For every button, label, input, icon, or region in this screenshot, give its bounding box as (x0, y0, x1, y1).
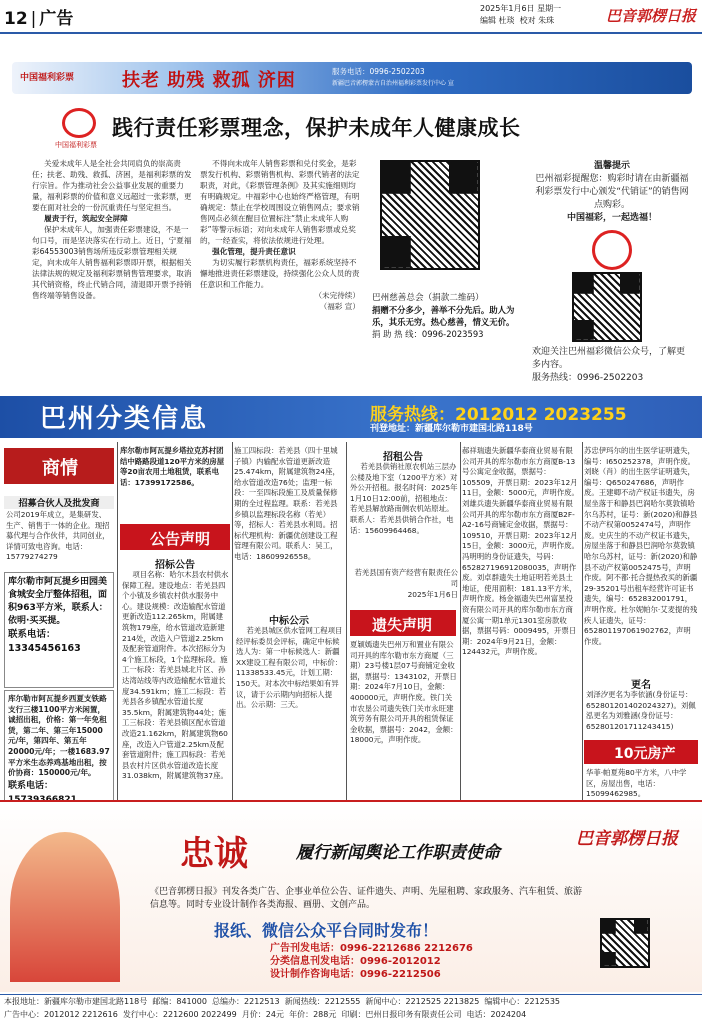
gonggao-label: 公告声明 (150, 530, 211, 548)
fang-label: 10元房产 (614, 746, 676, 762)
zhaozu-text: 若羌县供销社原农机站三层办公楼及地下室（1200平方米）对外公开招租。报名时间：2025年1月10日12:00前，招租地点：若羌县解放路南侧农机站原址。联系人：若羌县供销合作社，电话：15609964468。 (350, 462, 458, 535)
page-footer: 本报地址：新疆库尔勒市建国北路118号 邮编：841000 总编办：2212513 新闻热线：2212555 新闻中心：2212525 2213825 编辑中心：2212535 广告中心：2012012 2212616 发行中心：2212600 2022499 月价：24元 年价：288元 印刷：巴州日报印务有限责任公司 电话：2024204 (0, 994, 702, 1024)
donation-qr-code[interactable] (380, 160, 480, 270)
lottery-brand: 中国福利彩票 (20, 73, 75, 83)
donation-block: 巴州慈善总会（捐款二维码） 捐赠不分多少，善举不分先后。助人为乐，其乐无穷。热心慈善，情义无价。 捐 助 热 线：0996-2023593 (372, 293, 515, 339)
gonggao-header (120, 524, 230, 550)
zhongbiao-text: 若羌县城区供水管网工程项目经评标委员会评标，确定中标候选人为：第一中标候选人：新疆XX建设工程有限公司，中标价：11338533.45元，计划工期：150天。对本次中标结果如有异议，请于公示期内向招标人提出。公示期：三天。 (236, 626, 343, 710)
zhengming-title: 更名 (631, 680, 651, 691)
welfare-logo-text: 中国福利彩票 (55, 141, 97, 149)
zhaobiao-title: 招标公告 (155, 560, 195, 571)
yishi-header (350, 610, 456, 636)
welfare-lottery-logo-icon (62, 108, 96, 138)
bottom-qr-code[interactable] (600, 918, 650, 968)
newspaper-ad (0, 800, 702, 992)
warm-tip: 温馨提示 巴州福彩提醒您：购彩时请在由新疆福利彩票发行中心颁发“代销证”的销售网点购彩。 中国福彩，一起选福！ (535, 161, 689, 223)
ad1-phone: 联系电话：13345456163 (8, 629, 81, 654)
classified-banner (0, 396, 702, 438)
bottom-big-word: 忠诚 (180, 834, 248, 874)
bottom-intro: 《巴音郭楞日报》刊发各类广告、企事业单位公告、证件遗失、声明、先屋租聘、家政服务、汽车租赁、旅游信息等。同时专业设计制作各类海报、画册、文创产品。 (150, 887, 583, 910)
zhengming-text: 刘泽汐更名为李依涵(身份证号：652801201402024327)。刘佩泓更名为刘雅涵(身份证号：652801201711243415) (586, 690, 696, 731)
classified-address: 刊登地址：新疆库尔勒市建国北路118号 (370, 424, 533, 434)
lottery-addr: 新疆巴音郭楞蒙古自治州福利彩票发行中心 宣 (332, 80, 454, 87)
bottom-tels: 广告刊发电话：0996-2212686 2212676 分类信息刊发电话：0996-2012012 设计制作咨询电话：0996-2212506 (270, 943, 473, 980)
bottom-publish: 报纸、微信公众平台同时发布！ (214, 921, 439, 940)
zhaobiao-text: 项目名称：哈尔木县农村供水保障工程。建设地点：若羌县四个小镇及乡镇农村供水服务中心。建设规模：改造输配水管道更新改造112.265km，附属建筑物179座，给水管道改造新建214处，改造入户管道2.25km及配套管道附件。本次招标分为4个施工标段，1个监理标段。施工一标段：若羌县城北片区、孙达湾站线等内改造输配水管道长度34.591km；施工二标段：若羌县各乡镇配水管道长度35.5km，附属建筑物44处；施工三标段：若羌县镇区配水管道改造21.162km，附属建筑物60座，改造入户管道2.25km及配套管道附件；施工四标段：若羌县农村片区供水管道改造长度31.038km，附属建筑物37座。 (122, 570, 229, 781)
ad2-phone: 联系电话： (8, 780, 54, 791)
article-headline: 践行责任彩票理念，保护未成年人健康成长 (112, 115, 521, 140)
page-number: 12 | 广告 (4, 9, 74, 29)
zhongbiao-title: 中标公示 (269, 616, 309, 627)
lottery-slogan: 扶老 助残 救孤 济困 (122, 70, 296, 91)
col5-text: 郝祥瑞遗失新疆华泰商业贸易有限公司开具的库尔勒市东方商厦B-13号公寓定金收据，票据号：105509，开票日期：2023年12月11日，金额：5000元，声明作废。刘雄兵遗失新疆华泰商业贸易有限公司开具的库尔勒市东方商厦B2F-A2-16号商铺定金收据，票据号：109510，开票日期：2023年12月15日，金额：3000元，声明作废。冯明明的身份证遗失，号码：652827196912080035，声明作废。刘卓群遗失土地证明若羌县土地证，使用面积：181.13平方米，声明作废。杨金福遗失巴州富星投资有限公司开具的库尔勒市东方商厦公寓一期1单元1301室房款收据，票据号码：0009495，开票日期：2024年9月21日，金额：124432元，声明作废。 (462, 446, 579, 657)
fang-text: 华菲·帕夏苑80平方米，八中学区，房屋出售，电话：15099462985。 (586, 768, 687, 799)
ad2-text: 库尔勒市阿瓦提乡西夏支铁路支行三楼1100平方米闲置，诚招出租，价格：第一年免租赁，第二年、第三年15000元/年，第四年、第五年20000元/年；一楼1683.97平方米生态养鸡基地出租，按价协商：150000元/年。 (8, 694, 110, 778)
yishi-label: 遗失声明 (372, 616, 433, 634)
page-header (0, 0, 702, 34)
newspaper-logo: 巴音郭楞日报 (606, 7, 697, 25)
fang-header (584, 740, 698, 764)
lottery-banner (12, 62, 692, 94)
follow-text: 欢迎关注巴州福彩微信公众号，了解更多内容。 服务热线：0996-2502203 (532, 347, 686, 383)
classified-hotline: 服务热线：2012012 2023255 (370, 405, 627, 425)
article-column-2: 不得向未成年人销售彩票和兑付奖金，是彩票发行机构、彩票销售机构、彩票代销者的法定职责，对此，《彩票管理条例》及其实施细则均有明确规定。中福彩中心也始终严格管理，有明确规定：禁止在学校周围设立销售网点；要求销售网点必须在醒目位置标注“禁止未成年人购彩”等警示标语；对向未成年人销售彩票或兑奖的，一经查实，将依法依规进行处理。 强化管理，提升责任意识 为切实履行彩票机构责任，福彩系统坚持不懈地推进责任彩票建设，持续强化公众人员的责任意识和工作能力。 （未完待续） （福彩 宣） (200, 159, 360, 311)
zhaozu-title: 招租公告 (383, 452, 423, 463)
ad-box-1 (4, 572, 114, 688)
shangqing-label: 商情 (42, 458, 78, 479)
monument-graphic-icon (10, 832, 120, 982)
wechat-qr-code[interactable] (572, 272, 642, 342)
zhaoshang-text: 公司2019年成立，是集研发、生产、销售于一体的企业。现招募代理与合作伙伴，共同创业，详情可致电咨询。电话：15779274279 (6, 510, 110, 562)
shangqing-header (4, 448, 114, 484)
col2-top-ad: 库尔勒市阿瓦提乡塔拉克苏村团结中路路段道120平方米的房屋等20亩农用土地租赁，联系电话：17399172586。 (120, 446, 225, 487)
yishi-text: 夏颖嫣遗失巴州万和置业有限公司开具的库尔勒市东方商厦（三期）23号楼1层07号商铺定金收据，票据号：1343102，开票日期：2024年7月10日，金额：400000元，声明作废。铁门关市农垦公司遗失铁门关市永旺建筑劳务有限公司开具的租赁保证金收据，票据号：2042，金额：18000元，声明作废。 (350, 640, 458, 745)
bottom-logo: 巴音郭楞日报 (576, 829, 678, 849)
bottom-slogan: 履行新闻舆论工作职责使命 (296, 843, 500, 863)
issue-meta: 2025年1月6日 星期一 编辑 杜琰 校对 朱珠 (480, 4, 562, 25)
col3-top-text: 施工四标段：若羌县（四十里城子镇）内输配水管道更新改造25.474km，附属建筑物24座，给水管道改造76处；监理一标段：一至四标段施工及质量保修期的全过程监理。联系：若羌县乡镇以监理标段名称（若羌）等，招标人：若羌县水利局。招标代理机构：新疆优创建设工程管理有限公司。联系人：吴工，电话：18609926558。 (234, 446, 340, 561)
lottery-phone: 服务电话：0996-2502203 (332, 67, 425, 76)
ad1-text: 库尔勒市阿瓦提乡田园美食城安全厅整体招租，面积963平方米，联系人：依明·买买提。 (8, 577, 108, 626)
zhaozu-date: 2025年1月6日 (407, 590, 458, 599)
article-column-1: 关爱未成年人是全社会共同肩负的崇高责任；扶老、助残、救孤、济困，是福利彩票的发行宗旨。作为推动社会公益事业发展的重要力量，福利彩票的价值和意义远超过一张彩票，更要在面对社会的一份沉重责任与坚定担当。 履责于行，筑起安全屏障 保护未成年人，加强责任彩票建设，不是一句口号，而是坚决落实在行动上。近日，宁夏福彩64553003销售场所违反彩票管理相关规定，向未成年人销售福利彩票即开票，根据相关法律法规的规定及福利彩票销售管理要求，取消其代销资格，终止代销合同，清退即开票予持销售终端等销售设备。 (32, 159, 192, 300)
ad-box-2 (4, 690, 114, 802)
welfare-mascot-icon (592, 230, 632, 270)
zhaozu-org: 若羌县国有资产经营有限责任公司 (354, 568, 458, 588)
classified-title: 巴州分类信息 (40, 404, 209, 434)
zhaoshang-title: 招募合伙人及批发商 (4, 496, 114, 509)
col6-text: 苏忠伊玛尔的出生医学证明遗失，编号：I650252378，声明作废。刘晓（肖）的出生医学证明遗失，编号：Q650247686，声明作废。王建卿不动产权证书遗失，房屋坐落于和静县巴润哈尔莫敦镇哈尔乌苏村，证号：新(2020)和静县不动产权第0052474号，声明作废。史庆生的不动产权证书遗失，房屋坐落于和静县巴润哈尔莫敦镇哈尔乌苏村，证号：新(2020)和静县不动产权第0052475号，声明作废。阿不都·托合提热孜买的新疆29-35201号出租车经营许可证书遗失，编号：652832001791，声明作废。杜尔妮帕尔·艾麦提的残疾人证遗失，证号：652801197061902762，声明作废。 (584, 446, 698, 646)
